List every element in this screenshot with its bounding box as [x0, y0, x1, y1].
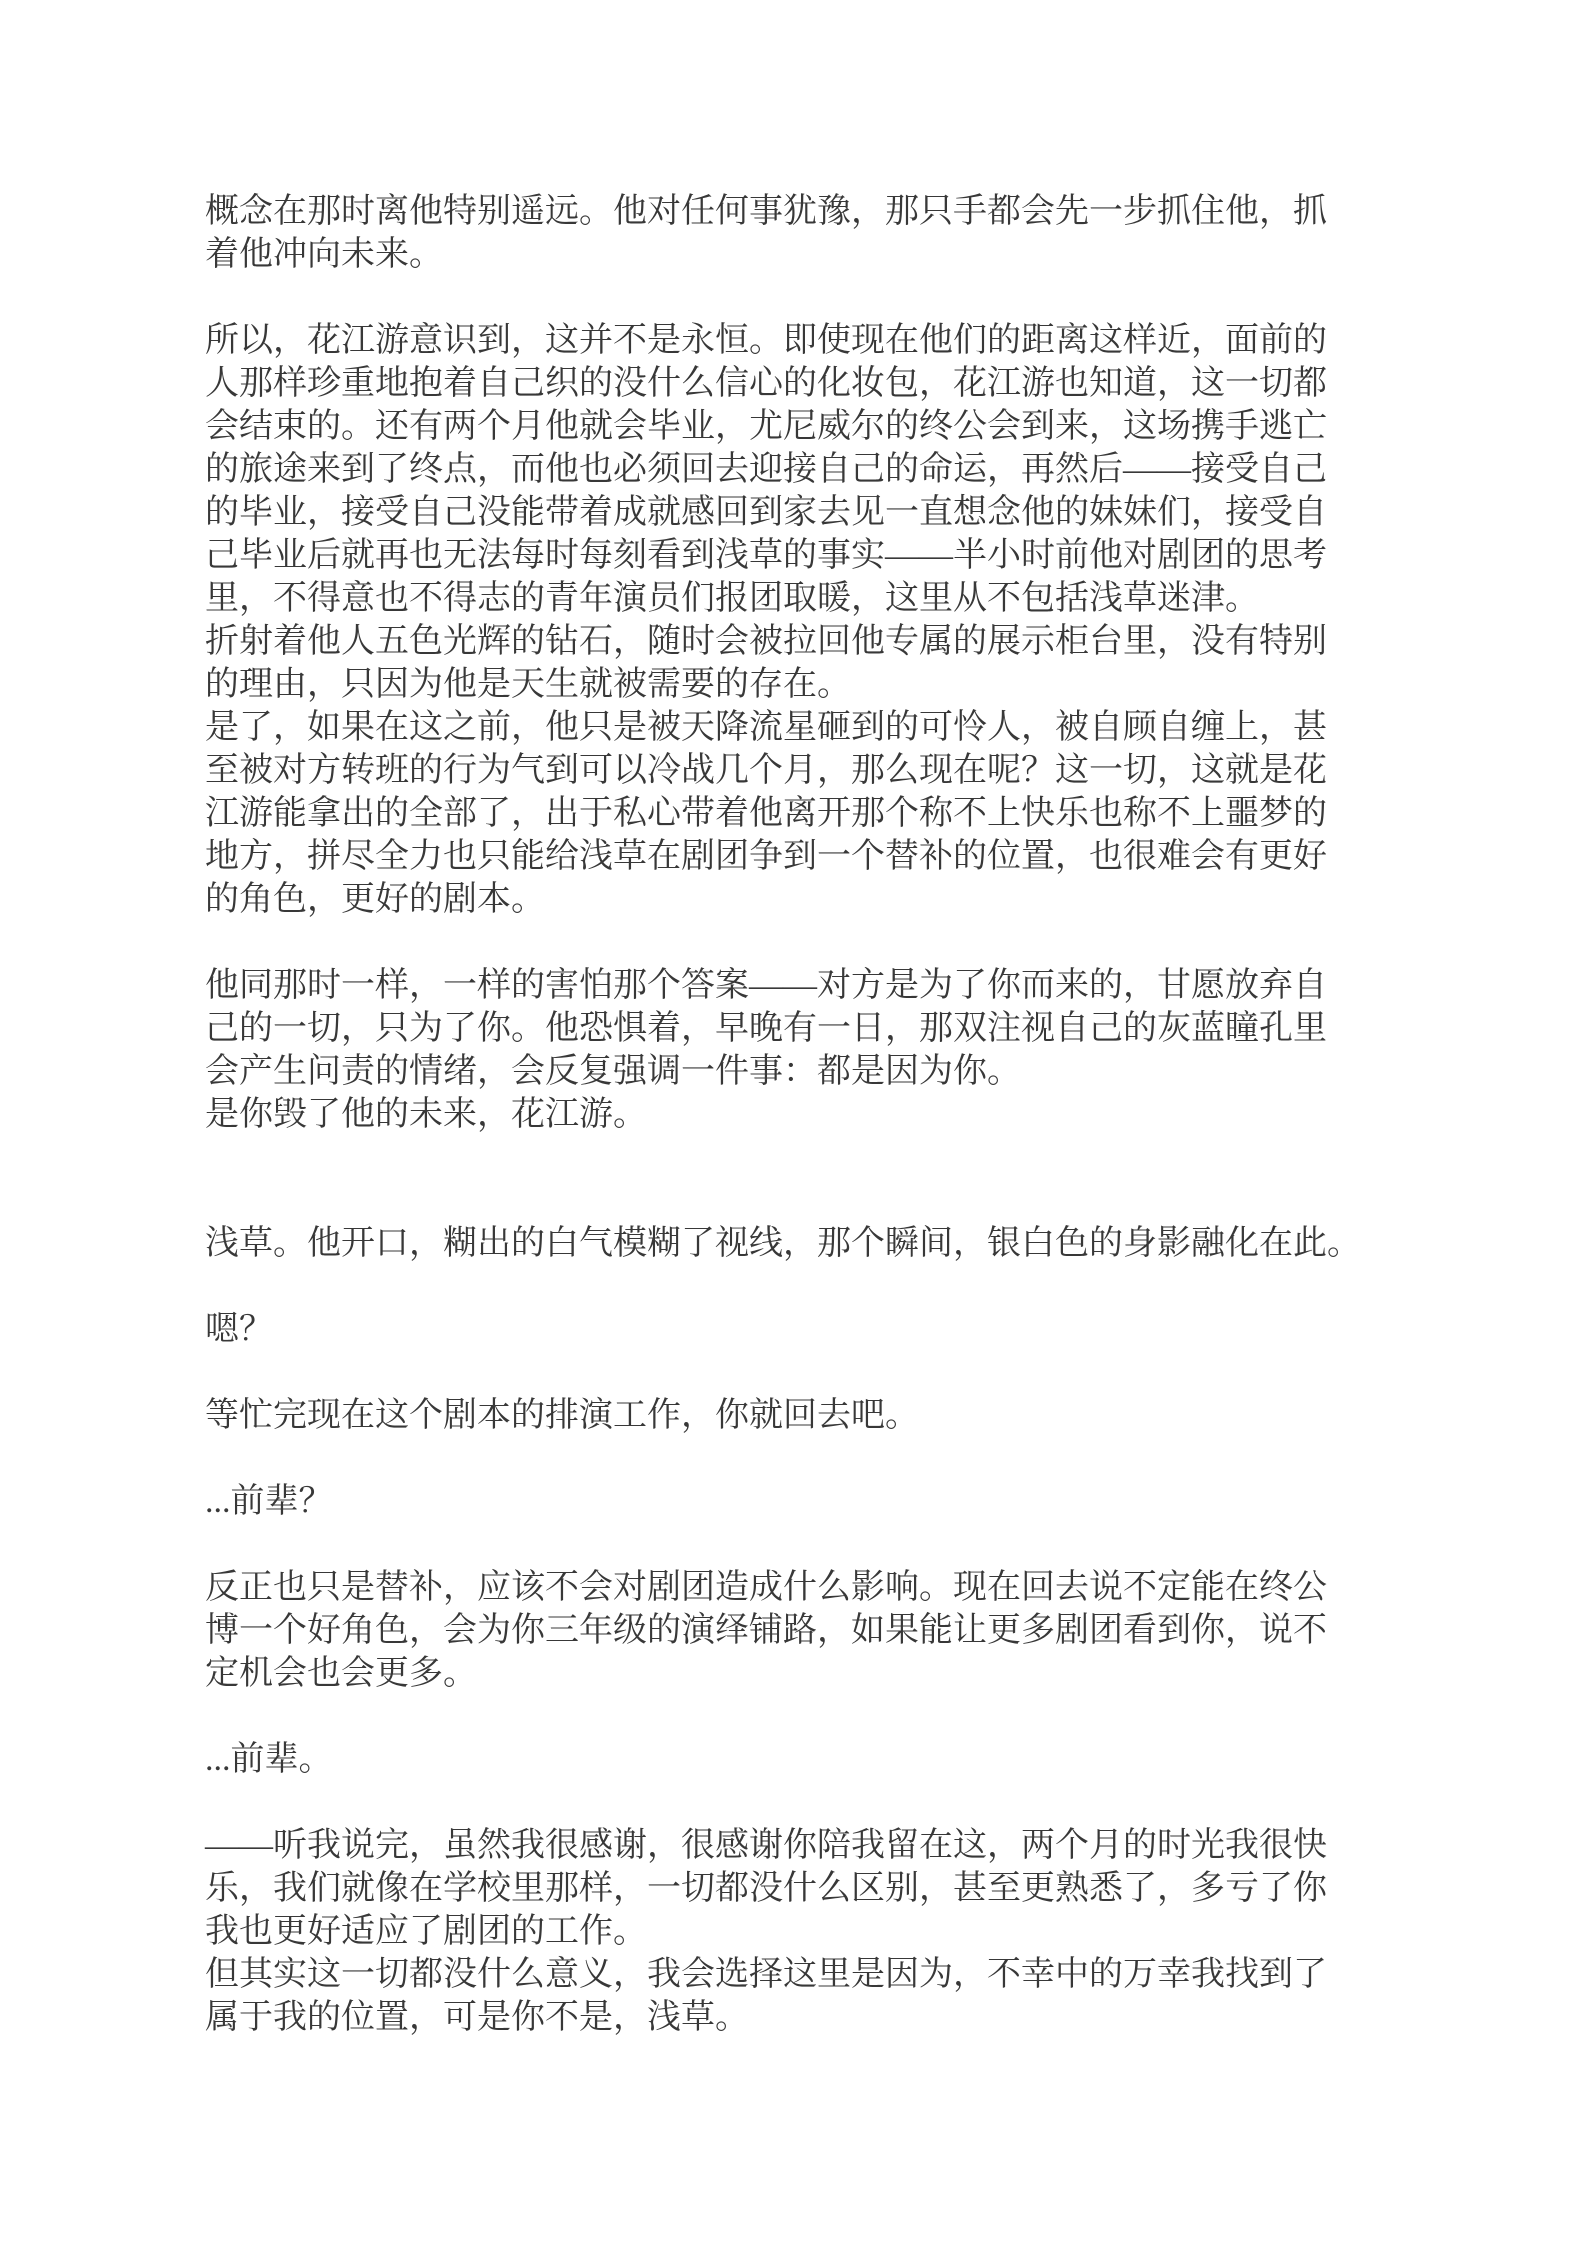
- text-line: 他同那时一样，一样的害怕那个答案——对方是为了你而来的，甘愿放弃自: [205, 967, 1327, 1004]
- text-line: 折射着他人五色光辉的钻石，随时会被拉回他专属的展示柜台里，没有特别: [205, 623, 1327, 660]
- text-line: 等忙完现在这个剧本的排演工作，你就回去吧。: [205, 1397, 919, 1434]
- paragraph: [205, 1308, 1395, 1351]
- text-line: 至被对方转班的行为气到可以冷战几个月，那么现在呢？这一切，这就是花: [205, 752, 1327, 789]
- text-line: 浅草。他开口，糊出的白气模糊了视线，那个瞬间，银白色的身影融化在此。: [205, 1225, 1361, 1262]
- paragraph: [205, 1566, 1395, 1695]
- text-line: ...前辈。: [205, 1741, 333, 1778]
- document-content: [205, 190, 1395, 2039]
- text-line: ...前辈？: [205, 1483, 333, 1520]
- text-line: 的角色，更好的剧本。: [205, 881, 545, 918]
- paragraph: [205, 1222, 1395, 1265]
- text-line: 我也更好适应了剧团的工作。: [205, 1913, 647, 1950]
- text-line: 属于我的位置，可是你不是，浅草。: [205, 1999, 749, 2036]
- text-line: 的毕业，接受自己没能带着成就感回到家去见一直想念他的妹妹们，接受自: [205, 494, 1327, 531]
- paragraph: [205, 1824, 1395, 2039]
- paragraph: [205, 1480, 1395, 1523]
- text-line: 己的一切，只为了你。他恐惧着，早晚有一日，那双注视自己的灰蓝瞳孔里: [205, 1010, 1327, 1047]
- text-line: 是了，如果在这之前，他只是被天降流星砸到的可怜人，被自顾自缠上，甚: [205, 709, 1327, 746]
- text-line: 概念在那时离他特别遥远。他对任何事犹豫，那只手都会先一步抓住他，抓: [205, 193, 1327, 230]
- text-line: 是你毁了他的未来，花江游。: [205, 1096, 647, 1133]
- text-line: 会结束的。还有两个月他就会毕业，尤尼威尔的终公会到来，这场携手逃亡: [205, 408, 1327, 445]
- text-line: 乐，我们就像在学校里那样，一切都没什么区别，甚至更熟悉了，多亏了你: [205, 1870, 1327, 1907]
- text-line: 定机会也会更多。: [205, 1655, 477, 1692]
- text-line: 所以，花江游意识到，这并不是永恒。即使现在他们的距离这样近，面前的: [205, 322, 1327, 359]
- text-line: 着他冲向未来。: [205, 236, 443, 273]
- paragraph: [205, 964, 1395, 1136]
- text-line: 反正也只是替补，应该不会对剧团造成什么影响。现在回去说不定能在终公: [205, 1569, 1327, 1606]
- text-line: 会产生问责的情绪，会反复强调一件事：都是因为你。: [205, 1053, 1021, 1090]
- paragraph: [205, 319, 1395, 921]
- text-line: ——听我说完，虽然我很感谢，很感谢你陪我留在这，两个月的时光我很快: [205, 1827, 1327, 1864]
- text-line: 的旅途来到了终点，而他也必须回去迎接自己的命运，再然后——接受自己: [205, 451, 1327, 488]
- text-line: 嗯？: [205, 1311, 273, 1348]
- text-line: 的理由，只因为他是天生就被需要的存在。: [205, 666, 851, 703]
- text-line: 博一个好角色，会为你三年级的演绎铺路，如果能让更多剧团看到你，说不: [205, 1612, 1327, 1649]
- text-line: 人那样珍重地抱着自己织的没什么信心的化妆包，花江游也知道，这一切都: [205, 365, 1327, 402]
- text-line: 江游能拿出的全部了，出于私心带着他离开那个称不上快乐也称不上噩梦的: [205, 795, 1327, 832]
- text-line: 地方，拼尽全力也只能给浅草在剧团争到一个替补的位置，也很难会有更好: [205, 838, 1327, 875]
- paragraph: [205, 190, 1395, 276]
- text-line: 己毕业后就再也无法每时每刻看到浅草的事实——半小时前他对剧团的思考: [205, 537, 1327, 574]
- paragraph: [205, 1394, 1395, 1437]
- text-line: 里，不得意也不得志的青年演员们报团取暖，这里从不包括浅草迷津。: [205, 580, 1259, 617]
- paragraph: [205, 1738, 1395, 1781]
- text-line: 但其实这一切都没什么意义，我会选择这里是因为，不幸中的万幸我找到了: [205, 1956, 1327, 1993]
